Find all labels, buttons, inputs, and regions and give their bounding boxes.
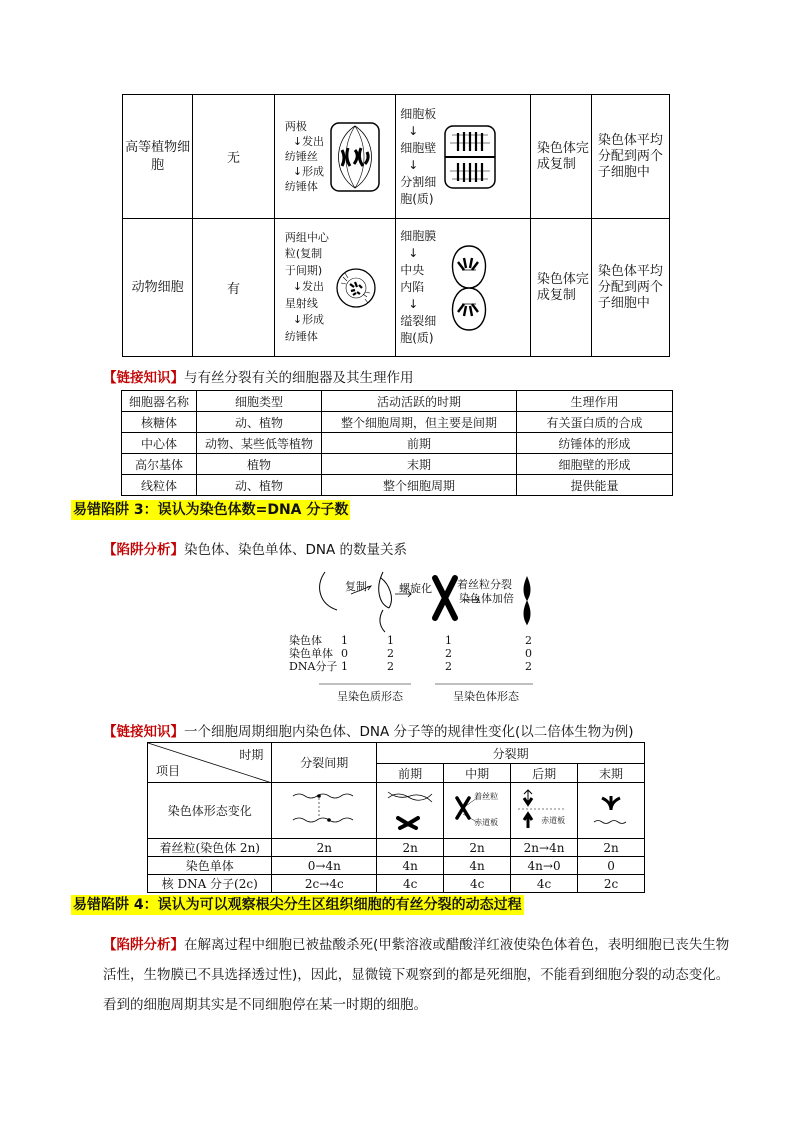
table-row (122, 454, 673, 475)
label-centromere: 着丝粒 (474, 792, 499, 801)
table-cell: 线粒体 (122, 475, 197, 496)
trap4-heading: 易错陷阱 4：误认为可以观察根尖分生区组织细胞的有丝分裂的动态过程 (73, 897, 522, 913)
mitosis-comparison-table (122, 94, 670, 357)
label-equator: 赤道板 (474, 818, 499, 827)
telophase-chromosome-icon (586, 784, 636, 834)
col-3: 1 2 2 (445, 634, 452, 673)
label-replication: 复制 (345, 580, 367, 593)
col-2: 1 2 2 (387, 634, 394, 673)
table-cell: 着丝粒(染色体 2n) (148, 839, 272, 857)
label-centromere-split: 着丝粒分裂 (457, 578, 512, 591)
link-knowledge-2 (103, 720, 634, 740)
table-cell: 0 (578, 857, 645, 875)
spindle-steps: 两极 ↓发出 纺锤丝 ↓形成 纺锤体 (284, 120, 325, 193)
prophase-figure (377, 783, 444, 839)
corner-bottom: 项目 (156, 764, 181, 778)
interphase-chromatin-icon (289, 786, 359, 832)
table-cell: 中心体 (122, 433, 197, 454)
cell-cycle-table (147, 742, 645, 893)
telophase-figure (578, 783, 645, 839)
link-text: 一个细胞周期细胞内染色体、DNA 分子等的规律性变化(以二倍体生物为例) (184, 724, 634, 740)
anaphase-chromosome-icon (514, 784, 574, 834)
anaphase-figure (511, 783, 578, 839)
table-cell: 2n (377, 839, 444, 857)
link-tag: 【链接知识】 (103, 724, 184, 740)
centriole-presence: 无 (193, 95, 275, 219)
table-cell: 有关蛋白质的合成 (517, 412, 673, 433)
chromosome-replication: 染色体完成复制 (530, 219, 591, 357)
header-cell-type: 细胞类型 (197, 391, 322, 412)
table-cell: 2n (578, 839, 645, 857)
table-cell: 细胞壁的形成 (517, 454, 673, 475)
division-steps: 细胞膜 ↓ 中央 内陷 ↓ 缢裂细 胞(质) (400, 229, 437, 345)
col-4: 2 0 2 (525, 634, 532, 673)
table-cell: 前期 (322, 433, 517, 454)
division-result: 染色体平均分配到两个子细胞中 (591, 219, 669, 357)
header-division: 分裂期 (377, 743, 645, 764)
label-equator: 赤道板 (541, 816, 566, 825)
table-cell: 高尔基体 (122, 454, 197, 475)
table-row (148, 857, 645, 875)
table-row (148, 839, 645, 857)
trap-text: 在解离过程中细胞已被盐酸杀死(甲紫溶液或醋酸洋红液使染色体着色，表明细胞已丧失生物活性，生物膜已不具选择透过性)，因此，显微镜下观察到的都是死细胞，不能看到细胞分裂的动态变化。看到的细胞周期其实是不同细胞停在某一时期的细胞。 (103, 937, 730, 1013)
header-function: 生理作用 (517, 391, 673, 412)
plant-cell-spindle-figure (328, 120, 382, 194)
cytokinesis (396, 219, 531, 357)
table-cell: 4n (444, 857, 511, 875)
table-cell: 纺锤体的形成 (517, 433, 673, 454)
table-cell: 2n (272, 839, 377, 857)
trap-tag: 【陷阱分析】 (103, 542, 184, 558)
table-cell: 动、植物 (197, 475, 322, 496)
label-spiral: 螺旋化 (399, 582, 432, 595)
header-active-period: 活动活跃的时期 (322, 391, 517, 412)
table-cell: 动物、某些低等植物 (197, 433, 322, 454)
table-cell: 4n (377, 857, 444, 875)
table-cell: 2n→4n (511, 839, 578, 857)
trap4-analysis (103, 930, 733, 1020)
interphase-figure (272, 783, 377, 839)
table-row (148, 875, 645, 893)
chromosome-count-figure (285, 568, 541, 708)
col-1: 1 0 1 (341, 634, 348, 673)
table-cell: 2c→4c (272, 875, 377, 893)
row-labels: 染色体 染色单体 DNA分子 (289, 634, 338, 673)
header-telophase: 末期 (578, 764, 645, 783)
label-chromosome-form: 呈染色体形态 (453, 690, 519, 703)
trap3-analysis (103, 538, 407, 558)
division-result: 染色体平均分配到两个子细胞中 (591, 95, 669, 219)
animal-cell-furrow-figure (440, 242, 498, 334)
link-text: 与有丝分裂有关的细胞器及其生理作用 (184, 370, 414, 386)
trap3-heading: 易错陷阱 3：误认为染色体数=DNA 分子数 (73, 502, 349, 518)
header-organelle: 细胞器名称 (122, 391, 197, 412)
header-interphase: 分裂间期 (272, 743, 377, 783)
table-row (122, 475, 673, 496)
table-cell: 4c (377, 875, 444, 893)
table-cell: 核 DNA 分子(2c) (148, 875, 272, 893)
link-tag: 【链接知识】 (103, 370, 184, 386)
table-cell: 0→4n (272, 857, 377, 875)
table-cell: 4c (444, 875, 511, 893)
spindle-steps: 两组中心 粒(复制 于间期) ↓发出 星射线 ↓形成 纺锤体 (284, 230, 329, 343)
label-chromosome-double: 染色体加倍 (459, 592, 514, 605)
animal-cell-aster-figure (335, 267, 377, 309)
cell-type: 高等植物细胞 (123, 95, 193, 219)
trap-tag: 【陷阱分析】 (103, 937, 184, 953)
table-cell: 核糖体 (122, 412, 197, 433)
metaphase-figure (444, 783, 511, 839)
corner-top: 时期 (239, 748, 264, 762)
chromosome-replication: 染色体完成复制 (530, 95, 591, 219)
cell-type: 动物细胞 (123, 219, 193, 357)
table-cell: 2n (444, 839, 511, 857)
table-cell: 4c (511, 875, 578, 893)
table-cell: 4n→0 (511, 857, 578, 875)
form-label: 染色体形态变化 (148, 783, 272, 839)
table-cell: 2c (578, 875, 645, 893)
header-anaphase: 后期 (511, 764, 578, 783)
cytokinesis (396, 95, 531, 219)
table-cell: 整个细胞周期 (322, 475, 517, 496)
table-row (122, 433, 673, 454)
centriole-presence: 有 (193, 219, 275, 357)
table-cell: 动、植物 (197, 412, 322, 433)
table-cell: 染色单体 (148, 857, 272, 875)
plant-cell-plate-figure (442, 123, 498, 191)
table-cell: 末期 (322, 454, 517, 475)
table-cell: 提供能量 (517, 475, 673, 496)
spindle-formation (274, 219, 395, 357)
header-metaphase: 中期 (444, 764, 511, 783)
corner-cell (148, 743, 272, 783)
trap-text: 染色体、染色单体、DNA 的数量关系 (184, 542, 408, 558)
link-knowledge-1 (103, 366, 414, 386)
table-row (122, 412, 673, 433)
prophase-chromosome-icon (382, 784, 438, 834)
table-cell: 整个细胞周期，但主要是间期 (322, 412, 517, 433)
division-steps: 细胞板 ↓ 细胞壁 ↓ 分割细 胞(质) (400, 106, 437, 206)
organelle-table (121, 390, 673, 496)
header-prophase: 前期 (377, 764, 444, 783)
table-cell: 植物 (197, 454, 322, 475)
spindle-formation (274, 95, 395, 219)
label-chromatin-form: 呈染色质形态 (337, 690, 403, 703)
